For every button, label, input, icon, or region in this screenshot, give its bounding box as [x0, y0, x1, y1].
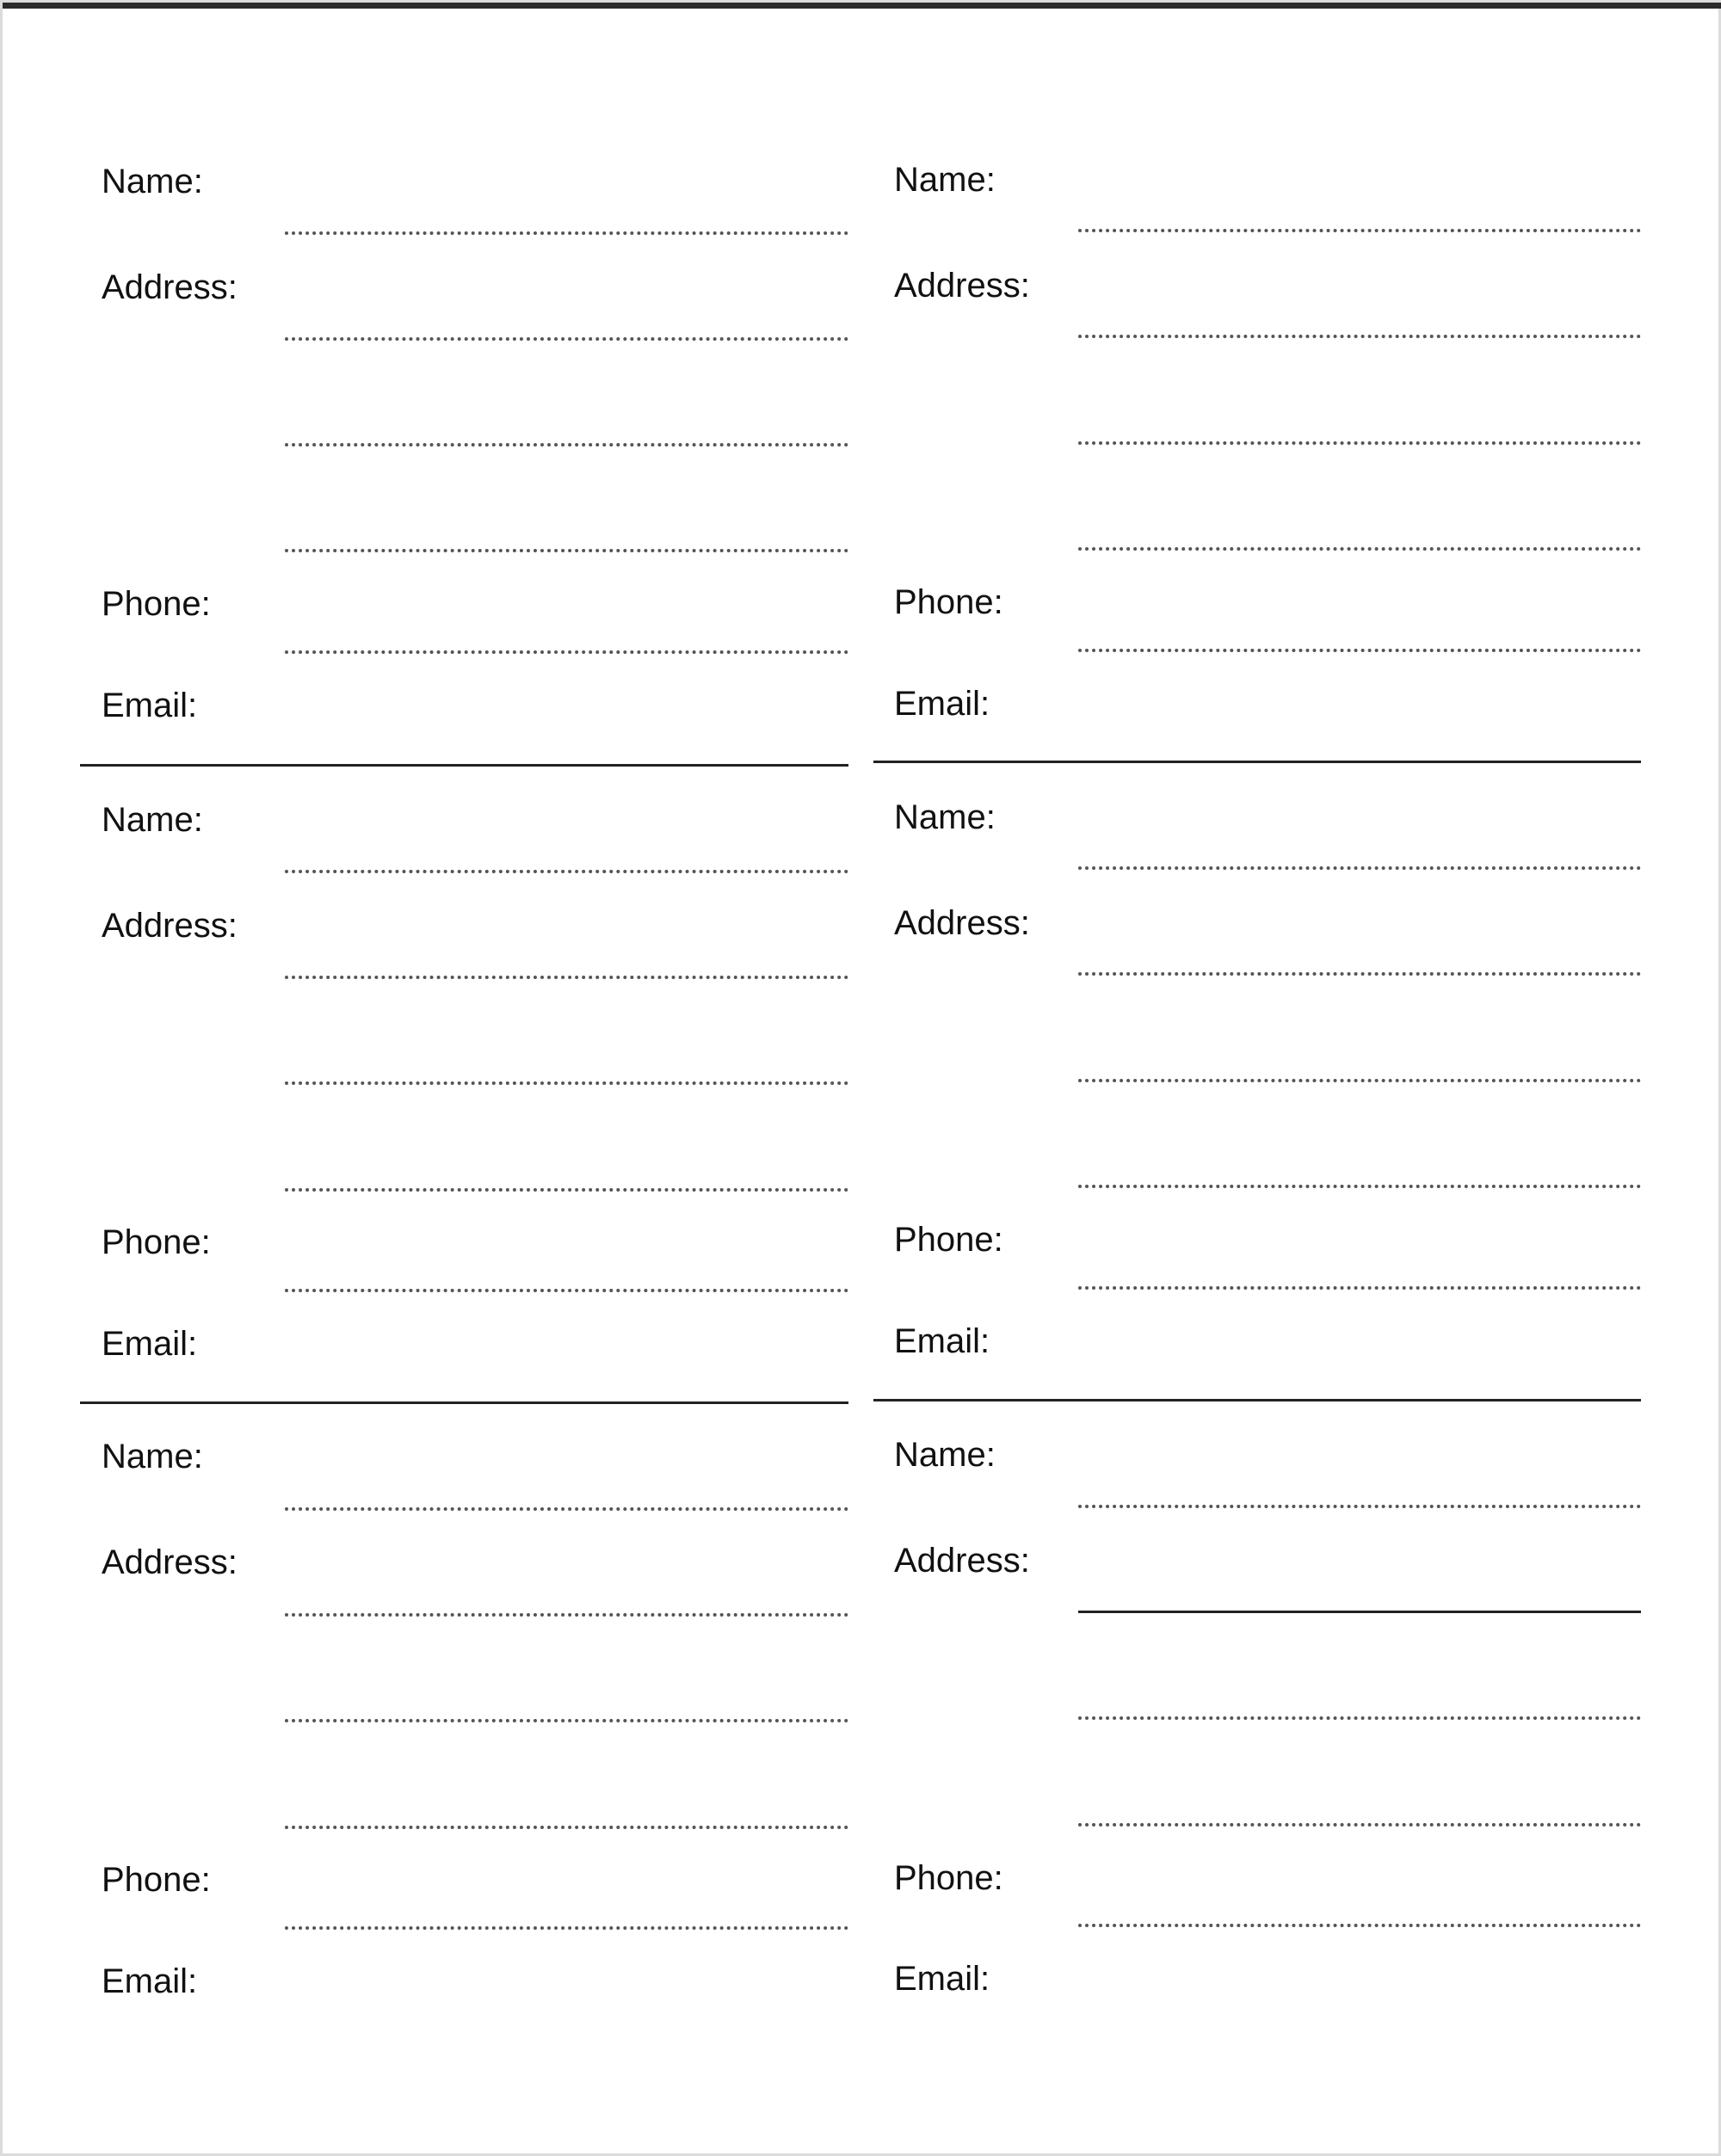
address-line-1[interactable]	[285, 337, 848, 341]
email-label: Email:	[894, 1322, 990, 1360]
address-label: Address:	[102, 268, 237, 306]
phone-line[interactable]	[1078, 1924, 1641, 1927]
name-label: Name:	[102, 1438, 203, 1475]
phone-line[interactable]	[285, 650, 848, 654]
phone-line[interactable]	[1078, 1286, 1641, 1290]
address-line-2[interactable]	[1078, 1079, 1641, 1082]
name-label: Name:	[894, 161, 996, 199]
phone-label: Phone:	[894, 583, 1003, 621]
name-line[interactable]	[1078, 229, 1641, 232]
name-line[interactable]	[1078, 1505, 1641, 1508]
address-line-1[interactable]	[285, 1613, 848, 1617]
email-label: Email:	[894, 1960, 990, 1998]
email-label: Email:	[102, 687, 198, 724]
email-label: Email:	[102, 1962, 198, 2000]
address-line-2[interactable]	[285, 1081, 848, 1085]
phone-line[interactable]	[285, 1926, 848, 1930]
phone-line[interactable]	[1078, 649, 1641, 652]
name-line[interactable]	[285, 870, 848, 873]
name-label: Name:	[894, 1436, 996, 1474]
name-line[interactable]	[285, 231, 848, 235]
phone-label: Phone:	[102, 585, 211, 623]
name-label: Name:	[102, 163, 203, 200]
phone-label: Phone:	[894, 1221, 1003, 1259]
address-line-3[interactable]	[1078, 547, 1641, 551]
phone-label: Phone:	[102, 1861, 211, 1899]
address-line-1[interactable]	[1078, 972, 1641, 976]
name-line[interactable]	[1078, 866, 1641, 870]
window-top-edge	[3, 3, 1721, 9]
phone-line[interactable]	[285, 1289, 848, 1292]
address-line-3[interactable]	[1078, 1823, 1641, 1826]
card-divider	[80, 764, 848, 767]
card-divider	[873, 761, 1641, 763]
address-label: Address:	[102, 907, 237, 945]
card-divider	[80, 1401, 848, 1404]
card-divider	[873, 1399, 1641, 1401]
address-label: Address:	[894, 904, 1030, 942]
phone-label: Phone:	[894, 1859, 1003, 1897]
phone-label: Phone:	[102, 1223, 211, 1261]
name-line[interactable]	[285, 1507, 848, 1511]
email-label: Email:	[894, 685, 990, 723]
address-line-2[interactable]	[1078, 1716, 1641, 1720]
email-label: Email:	[102, 1325, 198, 1363]
address-line-3[interactable]	[285, 1188, 848, 1192]
address-line-2[interactable]	[285, 443, 848, 447]
address-line-2[interactable]	[285, 1719, 848, 1722]
address-label: Address:	[894, 267, 1030, 305]
address-label: Address:	[102, 1543, 237, 1581]
name-label: Name:	[102, 801, 203, 839]
address-label: Address:	[894, 1542, 1030, 1580]
address-line-3[interactable]	[285, 549, 848, 552]
name-label: Name:	[894, 798, 996, 836]
address-line-3[interactable]	[285, 1826, 848, 1829]
address-line-1[interactable]	[1078, 335, 1641, 338]
address-line-1[interactable]	[285, 976, 848, 979]
address-line-3[interactable]	[1078, 1185, 1641, 1188]
address-line-1[interactable]	[1078, 1611, 1641, 1613]
address-line-2[interactable]	[1078, 441, 1641, 445]
